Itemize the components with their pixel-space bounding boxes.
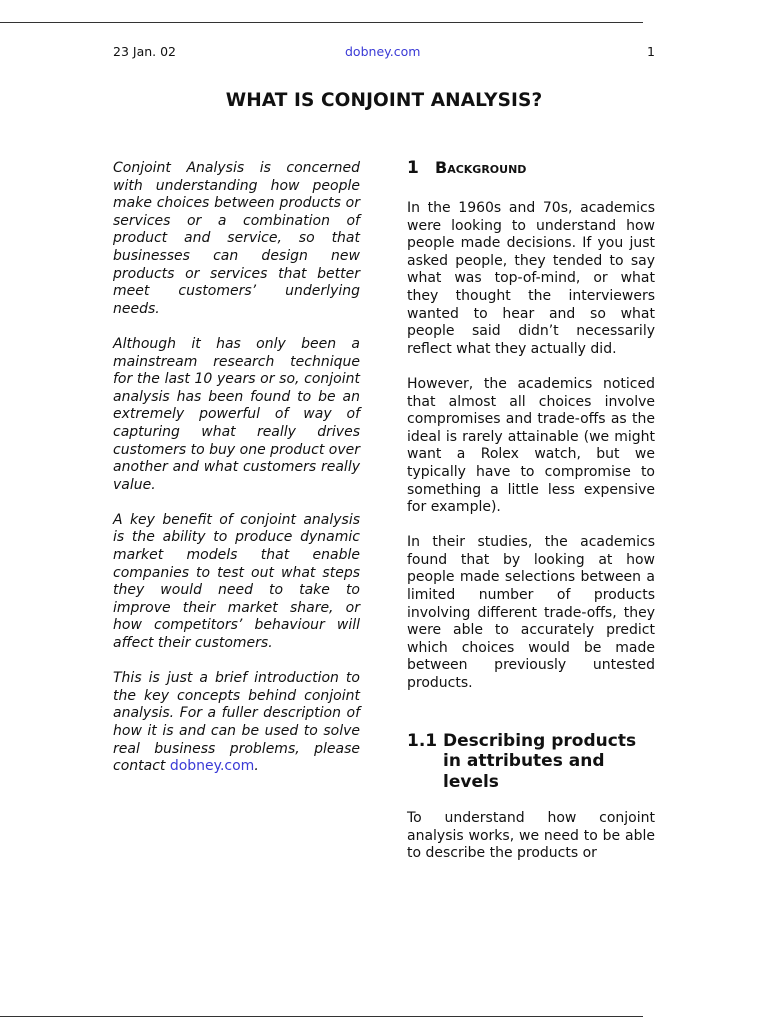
bottom-rule — [0, 1016, 643, 1017]
section-1-paragraph-2: However, the academics noticed that almost all choices involve compromises and trade-offs as the ideal is rarely attainable (we might want a Rolex watch, but we typically have to compromise to something a little less expensive for example). — [407, 375, 655, 516]
intro-paragraph-3: A key benefit of conjoint analysis is the ability to produce dynamic market models that enable companies to test out what steps they would need to take to improve their market share, or how competitors’ behaviour will affect their customers. — [113, 511, 360, 652]
intro-column — [113, 160, 360, 776]
section-1-1-number: 1.1 — [407, 730, 438, 751]
contact-link[interactable]: dobney.com — [169, 758, 255, 775]
header-date: 23 Jan. 02 — [113, 44, 177, 59]
intro-paragraph-4-text: This is just a brief introduction to the key concepts behind conjoint analysis. For a fuller description of how it is and can be used to solve real business problems, please contact — [113, 670, 360, 775]
page-title: WHAT IS CONJOINT ANALYSIS? — [225, 90, 543, 111]
page-number: 1 — [647, 44, 655, 59]
section-1-paragraph-1: In the 1960s and 70s, academics were looking to understand how people made decisions. If you just asked people, they tended to say what was top-of-mind, or what they thought the interviewers wanted to hear and so what people said didn’t necessarily reflect what they actually did. — [407, 200, 655, 357]
section-1-title: Background — [435, 158, 527, 177]
section-1-number: 1 — [407, 158, 419, 178]
section-1-heading — [407, 158, 655, 178]
header-site-link[interactable]: dobney.com — [345, 44, 421, 59]
section-1-paragraph-3: In their studies, the academics found that by looking at how people made selections between a limited number of products involving different trade-offs, they were able to accurately predict which choices would be made between previously untested products. — [407, 534, 655, 692]
intro-paragraph-1: Conjoint Analysis is concerned with understanding how people make choices between products or services or a combination of product and service, so that businesses can design new products or services that better meet customers’ underlying needs. — [113, 160, 360, 317]
section-1-1-heading — [407, 731, 655, 793]
intro-paragraph-4 — [113, 670, 360, 776]
intro-paragraph-2: Although it has only been a mainstream research technique for the last 10 years or so, conjoint analysis has been found to be an extremely powerful of way of capturing what really drives customers to buy one product over another and what customers really value. — [113, 335, 360, 493]
main-column — [407, 158, 655, 881]
section-1-1-title: Describing products in attributes and levels — [443, 730, 637, 792]
top-rule — [0, 22, 643, 23]
section-1-1-paragraph-1: To understand how conjoint analysis works, we need to be able to describe the products or — [407, 810, 655, 862]
contact-suffix: . — [254, 758, 259, 775]
